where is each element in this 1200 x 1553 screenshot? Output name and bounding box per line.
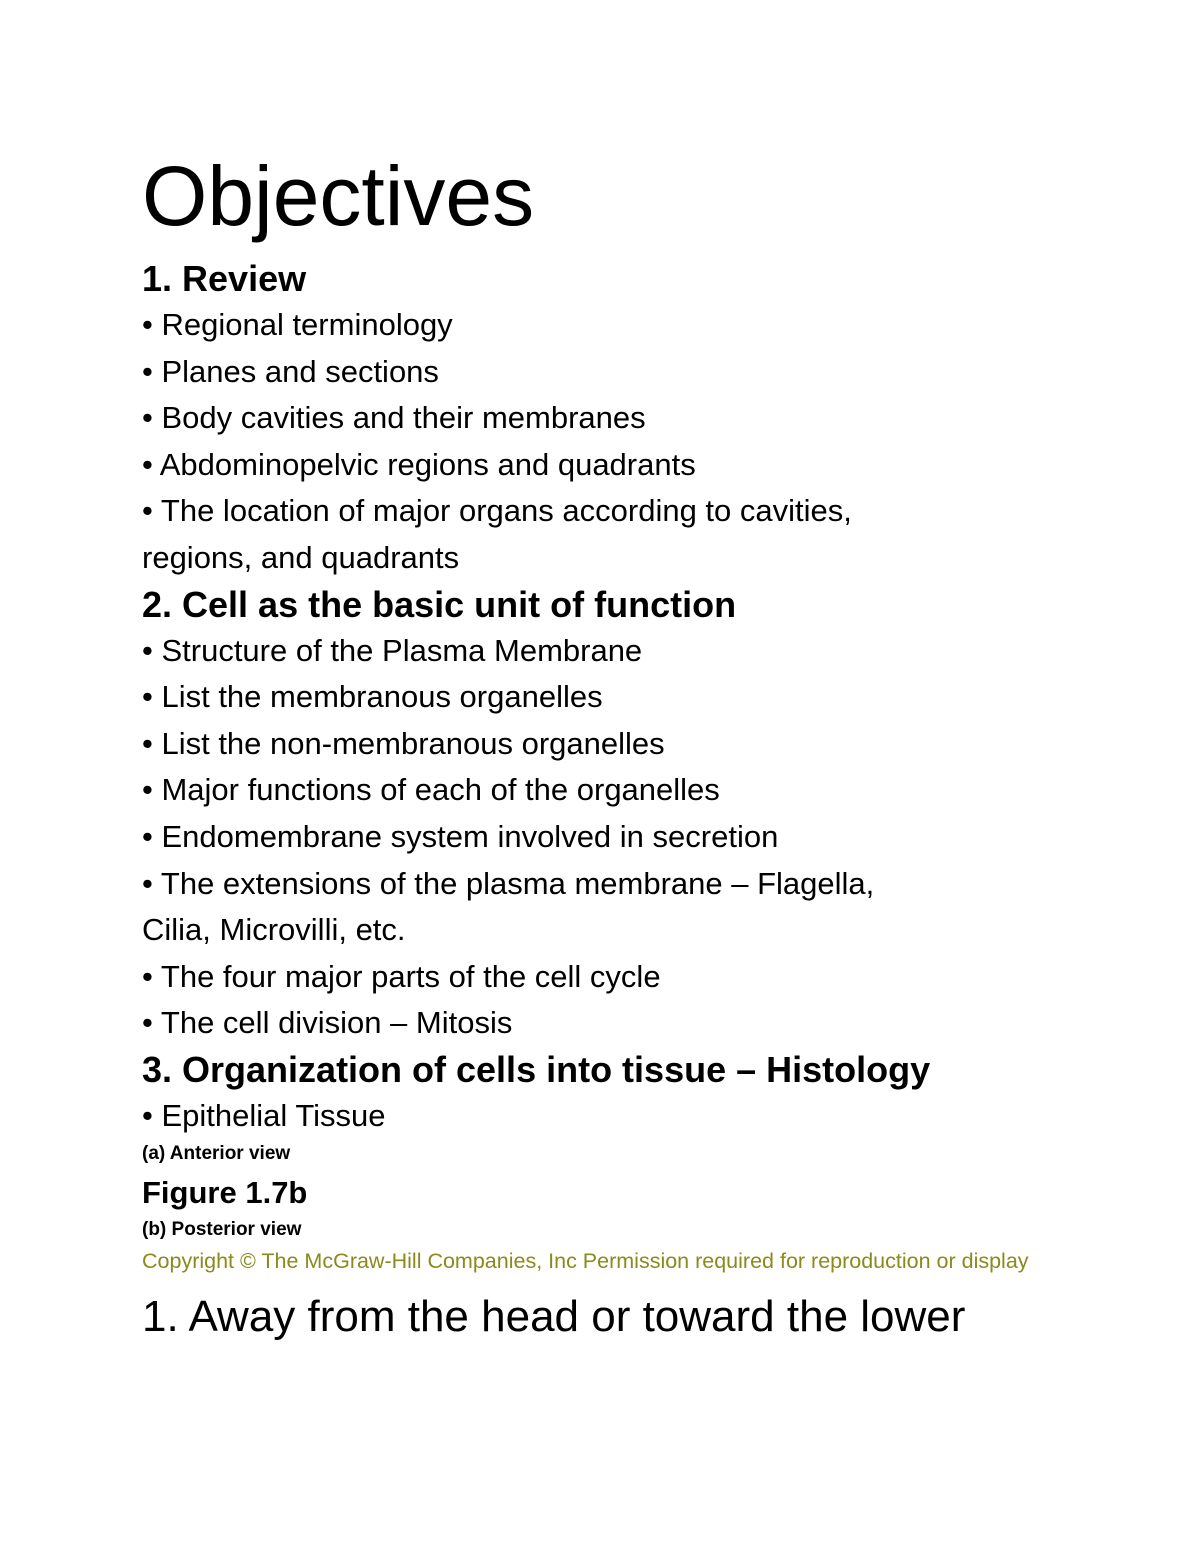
list-item: • Planes and sections — [142, 353, 439, 389]
list-item: • The cell division – Mitosis — [142, 1005, 513, 1041]
list-item: • Abdominopelvic regions and quadrants — [142, 446, 696, 482]
section-heading-histology: 3. Organization of cells into tissue – Histology — [142, 1048, 931, 1090]
section-heading-cell: 2. Cell as the basic unit of function — [142, 583, 737, 625]
caption-posterior-view: (b) Posterior view — [142, 1218, 302, 1240]
list-item-continuation: Cilia, Microvilli, etc. — [142, 912, 406, 948]
list-item: • Structure of the Plasma Membrane — [142, 632, 643, 668]
list-item: • Major functions of each of the organelles — [142, 772, 720, 808]
answer-line: 1. Away from the head or toward the lower — [142, 1291, 966, 1341]
list-item: • List the non-membranous organelles — [142, 725, 665, 761]
caption-anterior-view: (a) Anterior view — [142, 1142, 291, 1164]
list-item: • Regional terminology — [142, 307, 453, 342]
list-item: • Epithelial Tissue — [142, 1097, 386, 1133]
list-item: • Body cavities and their membranes — [142, 400, 646, 436]
list-item: • The extensions of the plasma membrane – Flagella, — [142, 865, 875, 901]
list-item: • The four major parts of the cell cycle — [142, 958, 661, 994]
page-title: Objectives — [142, 149, 535, 243]
figure-label: Figure 1.7b — [142, 1174, 308, 1210]
list-item: • List the membranous organelles — [142, 679, 603, 715]
copyright-notice: Copyright © The McGraw-Hill Companies, Inc Permission required for reproduction or display — [142, 1248, 1029, 1273]
document-body — [142, 256, 1142, 1345]
section-heading-review: 1. Review — [142, 258, 307, 299]
list-item: • Endomembrane system involved in secretion — [142, 818, 779, 854]
list-item-continuation: regions, and quadrants — [142, 539, 460, 575]
list-item: • The location of major organs according to cavities, — [142, 493, 852, 529]
